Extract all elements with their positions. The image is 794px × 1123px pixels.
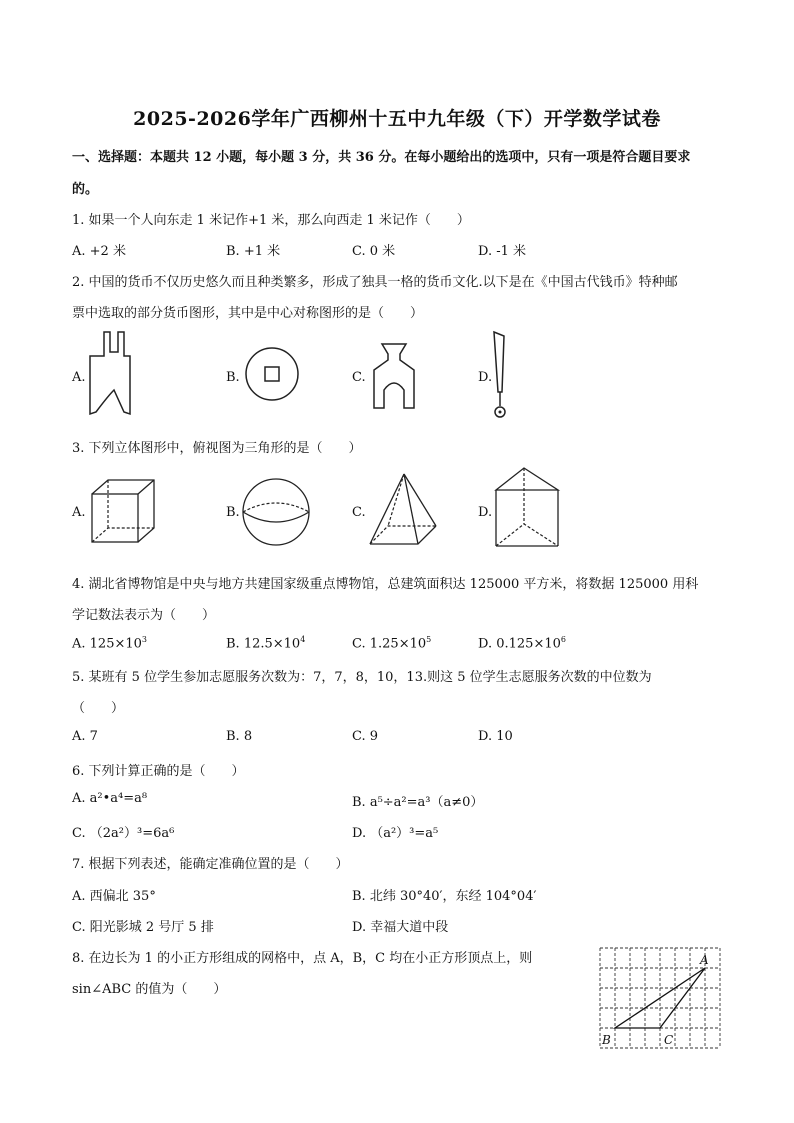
q8-stem-line1: 8. 在边长为 1 的小正方形组成的网格中，点 A，B，C 均在小正方形顶点上，则 <box>72 951 533 966</box>
q2-label-b: B. <box>226 370 240 385</box>
q5-stem-line1: 5. 某班有 5 位学生参加志愿服务次数为：7，7，8，10，13.则这 5 位学生志愿服务次数的中位数为 <box>72 670 652 685</box>
knife-coin-figure <box>488 330 512 422</box>
q2-label-a: A. <box>72 370 86 385</box>
q2-label-d: D. <box>478 370 493 385</box>
q4-option-d: D. $0.125\times 10^6$ <box>478 635 566 652</box>
q5-option-d: D. 10 <box>478 729 513 744</box>
q5-option-c: C. 9 <box>352 729 379 744</box>
q3-label-a: A. <box>72 505 86 520</box>
q1-option-d: D. -1 米 <box>478 244 527 259</box>
q5-option-a: A. 7 <box>72 729 98 744</box>
q4-stem-line1: 4. 湖北省博物馆是中央与地方共建国家级重点博物馆，总建筑面积达 125000 平方米，将数据 125000 用科 <box>72 577 699 592</box>
q8-stem-line2: sin∠ABC 的值为（ ） <box>72 982 227 997</box>
grid-triangle-figure <box>596 944 724 1052</box>
q4-option-a: A. $125\times 10^3$ <box>72 635 147 652</box>
cube-figure <box>88 476 158 546</box>
q3-stem: 3. 下列立体图形中，俯视图为三角形的是（ ） <box>72 441 362 456</box>
q6-stem: 6. 下列计算正确的是（ ） <box>72 764 245 779</box>
bridge-coin-figure <box>366 342 422 410</box>
q1-stem: 1. 如果一个人向东走 1 米记作+1 米，那么向西走 1 米记作（ ） <box>72 213 470 228</box>
q7-option-c: C. 阳光影城 2 号厅 5 排 <box>72 920 214 935</box>
q1-option-a: A. +2 米 <box>72 244 126 259</box>
q2-stem-line1: 2. 中国的货币不仅历史悠久而且种类繁多，形成了独具一格的货币文化.以下是在《中国古代钱币》特种邮 <box>72 275 678 290</box>
q2-label-c: C. <box>352 370 366 385</box>
point-b-label: B <box>602 1033 611 1047</box>
section-heading-line1: 一、选择题：本题共 12 小题，每小题 3 分，共 36 分。在每小题给出的选项中，只有一项是符合题目要求 <box>72 150 691 165</box>
q5-stem-line2: （ ） <box>72 701 125 716</box>
q6-option-c: C. （2a²）³=6a⁶ <box>72 826 175 841</box>
q4-option-b: B. $12.5\times 10^4$ <box>226 635 306 652</box>
q4-option-c: C. $1.25\times 10^5$ <box>352 635 432 652</box>
q4-stem-line2: 学记数法表示为（ ） <box>72 608 216 623</box>
q6-option-a: A. a²•a⁴=a⁸ <box>72 791 148 806</box>
section-heading-line2: 的。 <box>72 182 99 197</box>
q3-label-d: D. <box>478 505 493 520</box>
q2-stem-line2: 票中选取的部分货币图形，其中是中心对称图形的是（ ） <box>72 306 424 321</box>
q7-stem: 7. 根据下列表述，能确定准确位置的是（ ） <box>72 857 349 872</box>
spade-coin-figure <box>86 330 136 416</box>
q5-option-b: B. 8 <box>226 729 253 744</box>
sphere-figure <box>240 476 312 548</box>
q6-option-b: B. a⁵÷a²=a³（a≠0） <box>352 795 484 810</box>
pyramid-figure <box>366 472 440 548</box>
triangular-prism-figure <box>492 466 562 550</box>
page-title: 2025-2026学年广西柳州十五中九年级（下）开学数学试卷 <box>133 108 661 130</box>
q7-option-a: A. 西偏北 35° <box>72 889 156 904</box>
q1-option-b: B. +1 米 <box>226 244 281 259</box>
q3-label-c: C. <box>352 505 366 520</box>
q7-option-d: D. 幸福大道中段 <box>352 920 449 935</box>
point-c-label: C <box>664 1033 674 1047</box>
q7-option-b: B. 北纬 30°40′，东经 104°04′ <box>352 889 537 904</box>
q1-option-c: C. 0 米 <box>352 244 396 259</box>
q6-option-d: D. （a²）³=a⁵ <box>352 826 439 841</box>
round-coin-figure <box>244 346 300 402</box>
q3-label-b: B. <box>226 505 240 520</box>
point-a-label: A <box>700 953 709 967</box>
